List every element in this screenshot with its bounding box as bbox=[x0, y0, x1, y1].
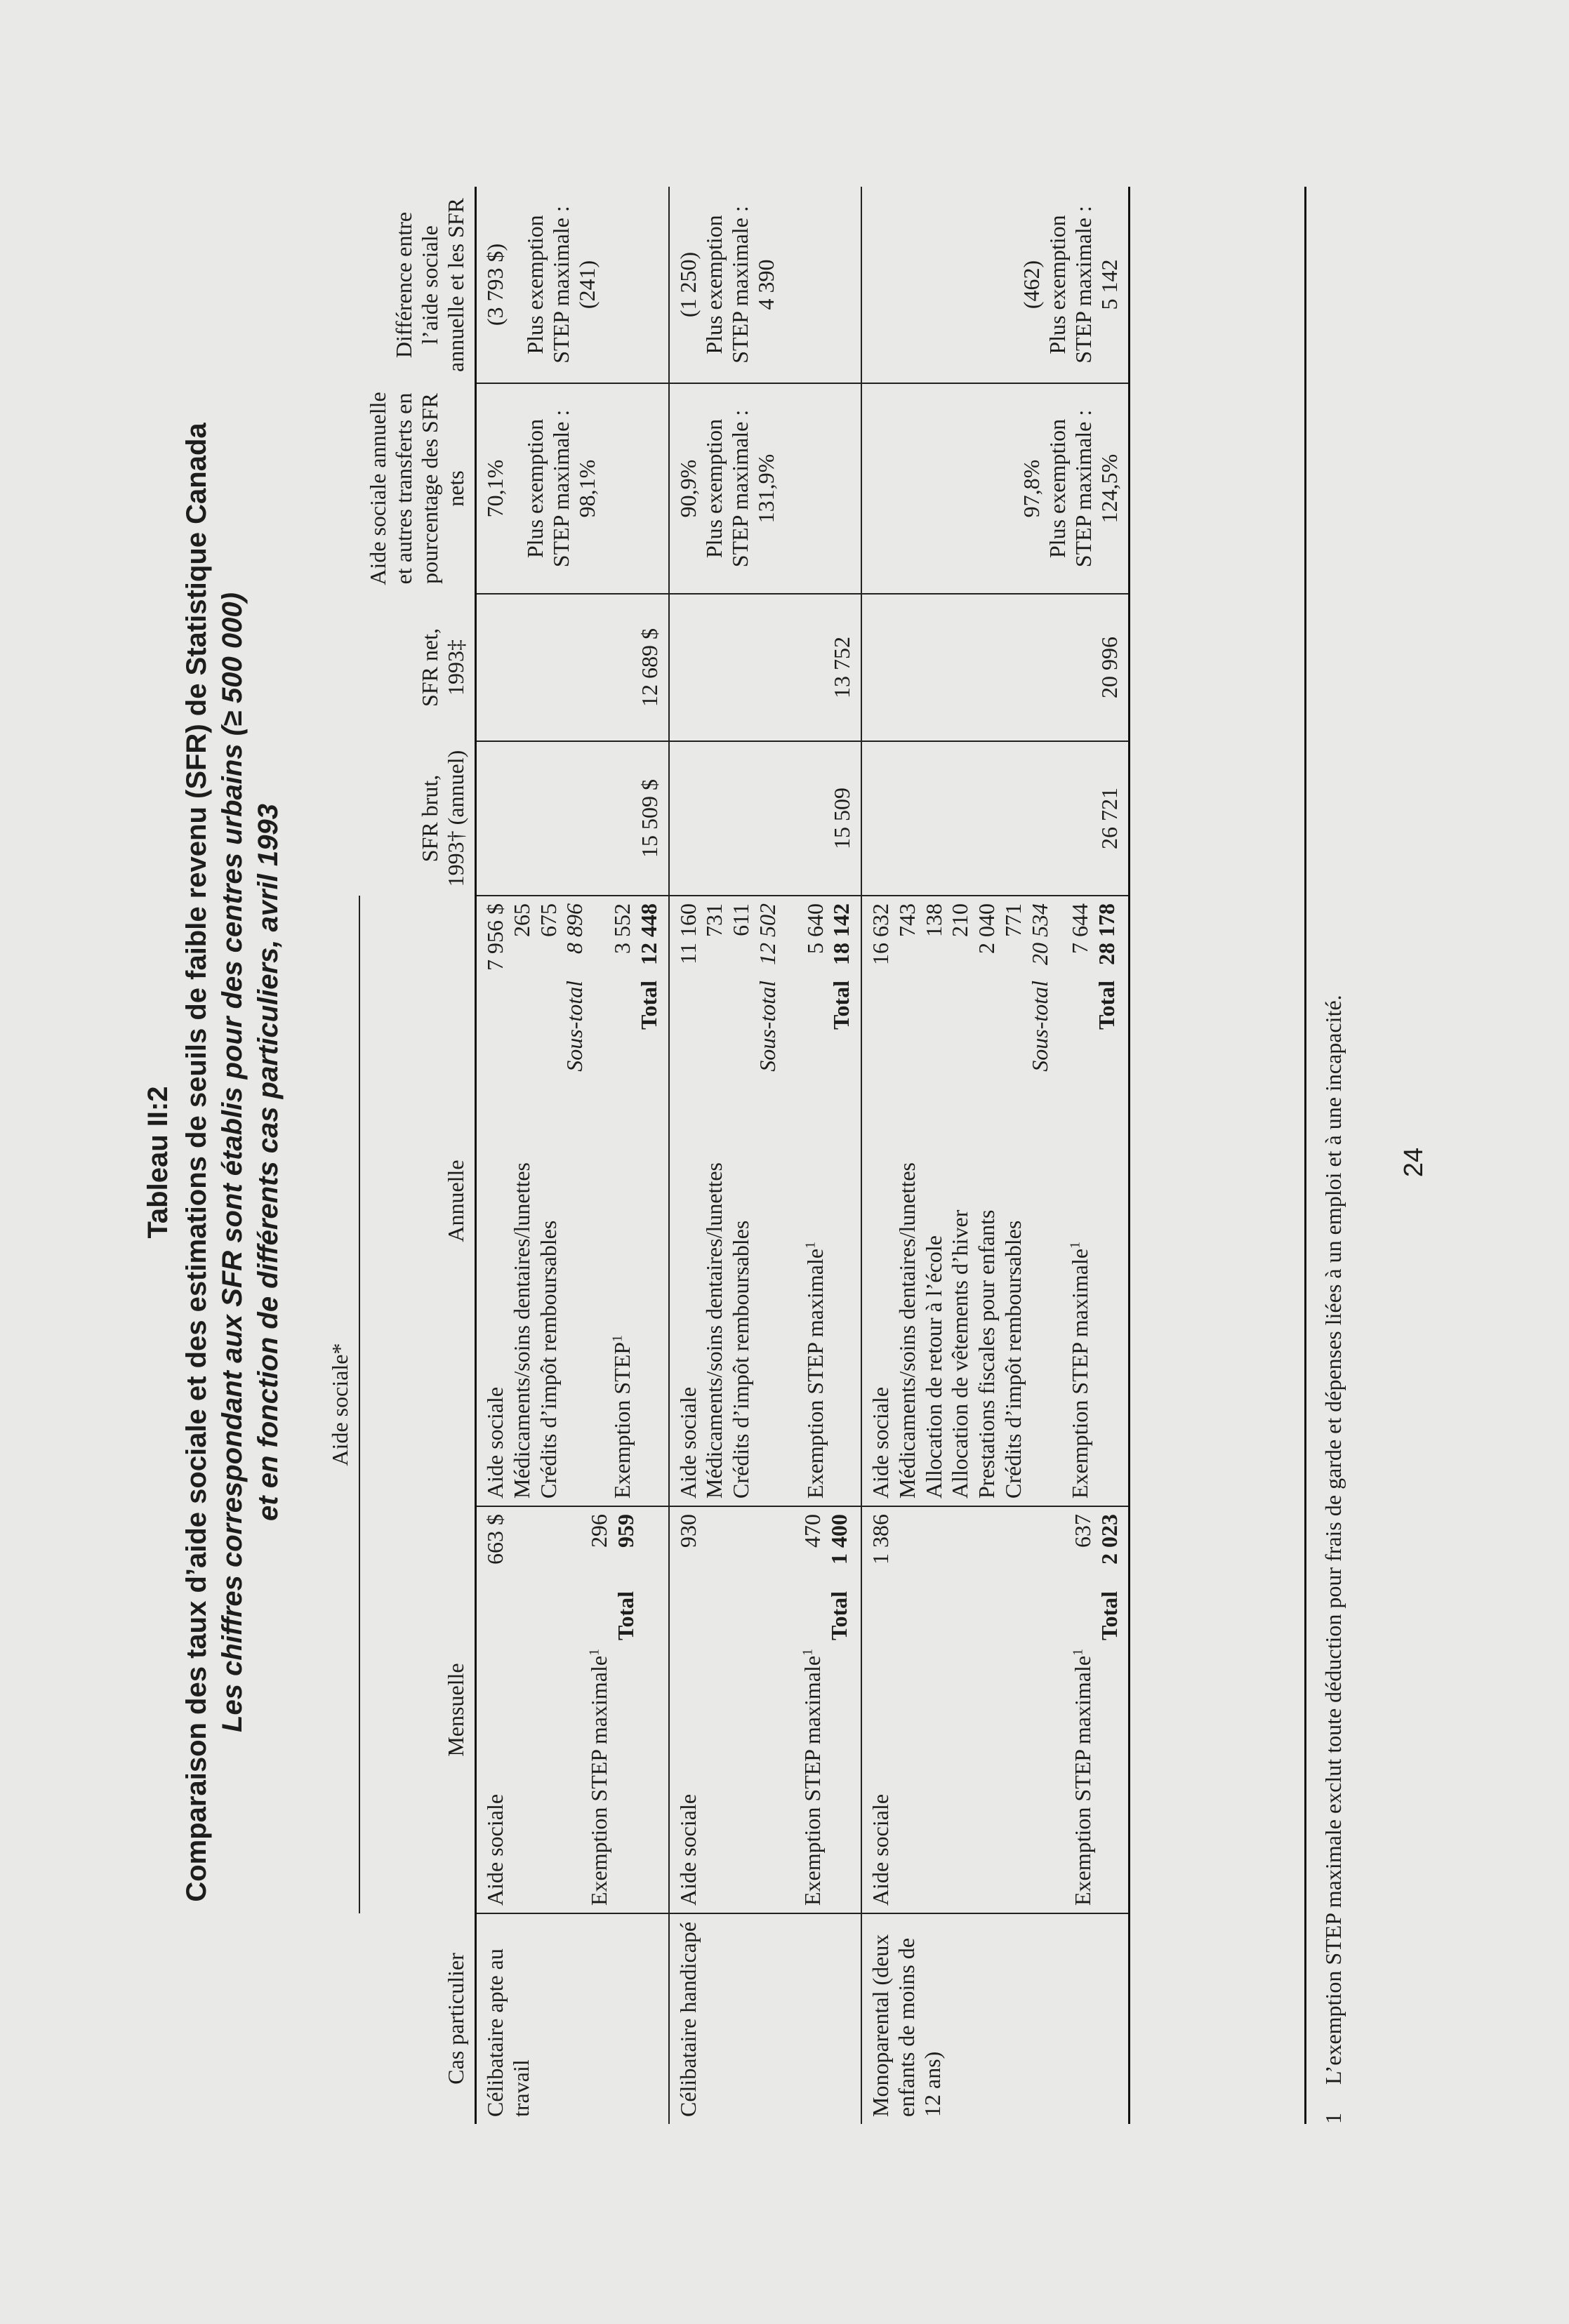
footnote bbox=[1304, 187, 1346, 2124]
value: 7 644 bbox=[1066, 903, 1092, 954]
label: Sous-total bbox=[754, 980, 780, 1072]
table-subtitle-1: Les chiffres correspondant aux SFR sont établis pour des centres urbains (≥ 500 000) bbox=[216, 592, 248, 1732]
label: Crédits d’impôt remboursables bbox=[535, 1220, 560, 1499]
table-title-block bbox=[143, 95, 284, 2229]
value: 12 502 bbox=[754, 903, 780, 965]
label: Total bbox=[635, 980, 661, 1030]
value: 11 160 bbox=[675, 903, 700, 964]
sfr-brut-cell: 15 509 bbox=[668, 741, 861, 896]
difference-cell: (3 793 $) Plus exemption STEP maximale : (241) bbox=[475, 187, 668, 383]
label: Total bbox=[828, 980, 854, 1030]
value: 2 023 bbox=[1096, 1513, 1121, 1565]
label: Médicaments/soins dentaires/lunettes bbox=[894, 1162, 920, 1499]
difference-cell: (462) Plus exemption STEP maximale : 5 142 bbox=[861, 187, 1130, 383]
col-sfr-net: SFR net, 1993‡ bbox=[416, 628, 468, 707]
mensuelle-cell bbox=[668, 1506, 861, 1913]
col-sfr-brut: SFR brut, 1993† (annuel) bbox=[416, 750, 468, 887]
value: 470 bbox=[799, 1513, 825, 1548]
value: 663 $ bbox=[482, 1513, 508, 1565]
label: Prestations fiscales pour enfants bbox=[973, 1209, 999, 1499]
annuelle-cell bbox=[861, 896, 1130, 1506]
mensuelle-cell bbox=[475, 1506, 668, 1913]
sfr-brut-cell: 15 509 $ bbox=[475, 741, 668, 896]
sfr-net-cell: 13 752 bbox=[668, 594, 861, 741]
value: 16 632 bbox=[867, 903, 893, 965]
label: Allocation de vêtements d’hiver bbox=[946, 1209, 972, 1499]
sfr-net-cell: 20 996 bbox=[861, 594, 1130, 741]
value: 637 bbox=[1069, 1513, 1095, 1548]
table-id: Tableau II:2 bbox=[142, 1085, 173, 1239]
label: Exemption STEP maximale$^1$ bbox=[799, 1648, 825, 1906]
value: 7 956 $ bbox=[482, 903, 508, 971]
label: Crédits d’impôt remboursables bbox=[1000, 1220, 1026, 1499]
table-title: Comparaison des taux d’aide sociale et des estimations de seuils de faible revenu (SFR) de Statistique Canada bbox=[180, 422, 212, 1902]
col-annuelle: Annuelle bbox=[442, 1159, 468, 1242]
label: Crédits d’impôt remboursables bbox=[727, 1220, 753, 1499]
value: 675 bbox=[535, 903, 560, 937]
pourcentage-cell: 97,8% Plus exemption STEP maximale : 124,5% bbox=[861, 383, 1130, 594]
label: Total bbox=[1093, 980, 1119, 1030]
annuelle-cell bbox=[475, 896, 668, 1506]
cas-cell: Célibataire handicapé bbox=[668, 1913, 861, 2124]
cas-cell: Monoparental (deux enfants de moins de 12 ans) bbox=[861, 1913, 1130, 2124]
aide-sociale-group-header: Aide sociale* bbox=[322, 896, 359, 1913]
label: Sous-total bbox=[561, 980, 587, 1072]
value: 731 bbox=[701, 903, 727, 937]
value: 1 386 bbox=[867, 1513, 893, 1565]
label: Exemption STEP maximale$^1$ bbox=[1069, 1648, 1095, 1906]
label: Exemption STEP$^1$ bbox=[609, 1334, 635, 1499]
value: 959 bbox=[612, 1513, 637, 1548]
label: Aide sociale bbox=[867, 1386, 893, 1499]
pourcentage-cell: 70,1% Plus exemption STEP maximale : 98,1% bbox=[475, 383, 668, 594]
label: Sous-total bbox=[1026, 980, 1052, 1072]
value: 1 400 bbox=[826, 1513, 852, 1565]
difference-cell: (1 250) Plus exemption STEP maximale : 4 390 bbox=[668, 187, 861, 383]
footnote-text: L’exemption STEP maximale exclut toute déduction pour frais de garde et dépenses liées à un emploi et à une incapacité. bbox=[1320, 994, 1346, 2085]
table-subtitle-2: et en fonction de différents cas particuliers, avril 1993 bbox=[252, 803, 284, 1521]
value: 743 bbox=[894, 903, 920, 937]
value: 18 142 bbox=[828, 903, 854, 965]
label: Médicaments/soins dentaires/lunettes bbox=[701, 1162, 727, 1499]
value: 930 bbox=[675, 1513, 700, 1548]
label: Total bbox=[1096, 1591, 1121, 1640]
label: Aide sociale bbox=[675, 1386, 700, 1499]
table-row bbox=[475, 187, 668, 2124]
value: 265 bbox=[508, 903, 534, 937]
value: 210 bbox=[946, 903, 972, 937]
label: Exemption STEP maximale$^1$ bbox=[1066, 1241, 1092, 1499]
value: 8 896 bbox=[561, 903, 587, 954]
value: 296 bbox=[585, 1513, 611, 1548]
value: 2 040 bbox=[973, 903, 999, 954]
mensuelle-cell bbox=[861, 1506, 1130, 1913]
comparison-table bbox=[322, 187, 1130, 2124]
label: Aide sociale bbox=[482, 1386, 508, 1499]
sfr-net-cell: 12 689 $ bbox=[475, 594, 668, 741]
label: Total bbox=[826, 1591, 852, 1640]
annuelle-cell bbox=[668, 896, 861, 1506]
col-difference: Différence entre l’aide sociale annuelle et les SFR bbox=[390, 197, 468, 372]
label: Médicaments/soins dentaires/lunettes bbox=[508, 1162, 534, 1499]
label: Allocation de retour à l’école bbox=[920, 1235, 946, 1499]
col-pourcentage: Aide sociale annuelle et autres transferts en pourcentage des SFR nets bbox=[364, 391, 468, 585]
page-number: 24 bbox=[1398, 1147, 1429, 1177]
value: 3 552 bbox=[609, 903, 635, 954]
value: 771 bbox=[1000, 903, 1026, 937]
value: 611 bbox=[727, 903, 753, 936]
label: Exemption STEP maximale$^1$ bbox=[585, 1648, 611, 1906]
pourcentage-cell: 90,9% Plus exemption STEP maximale : 131,9% bbox=[668, 383, 861, 594]
label: Aide sociale bbox=[867, 1793, 893, 1906]
cas-cell: Célibataire apte au travail bbox=[482, 1948, 534, 2117]
label: Aide sociale bbox=[675, 1793, 700, 1906]
label: Total bbox=[612, 1591, 637, 1640]
value: 20 534 bbox=[1026, 903, 1052, 965]
value: 138 bbox=[920, 903, 946, 937]
label: Aide sociale bbox=[482, 1793, 508, 1906]
col-mensuelle: Mensuelle bbox=[442, 1662, 468, 1757]
value: 5 640 bbox=[802, 903, 827, 954]
table-row bbox=[668, 187, 861, 2124]
label: Exemption STEP maximale$^1$ bbox=[802, 1241, 827, 1499]
col-cas: Cas particulier bbox=[442, 1952, 468, 2085]
table-row bbox=[861, 187, 1130, 2124]
sfr-brut-cell: 26 721 bbox=[861, 741, 1130, 896]
rotated-page bbox=[111, 95, 1459, 2229]
value: 28 178 bbox=[1093, 903, 1119, 965]
footnote-number: 1 bbox=[1320, 2112, 1346, 2124]
value: 12 448 bbox=[635, 903, 661, 965]
